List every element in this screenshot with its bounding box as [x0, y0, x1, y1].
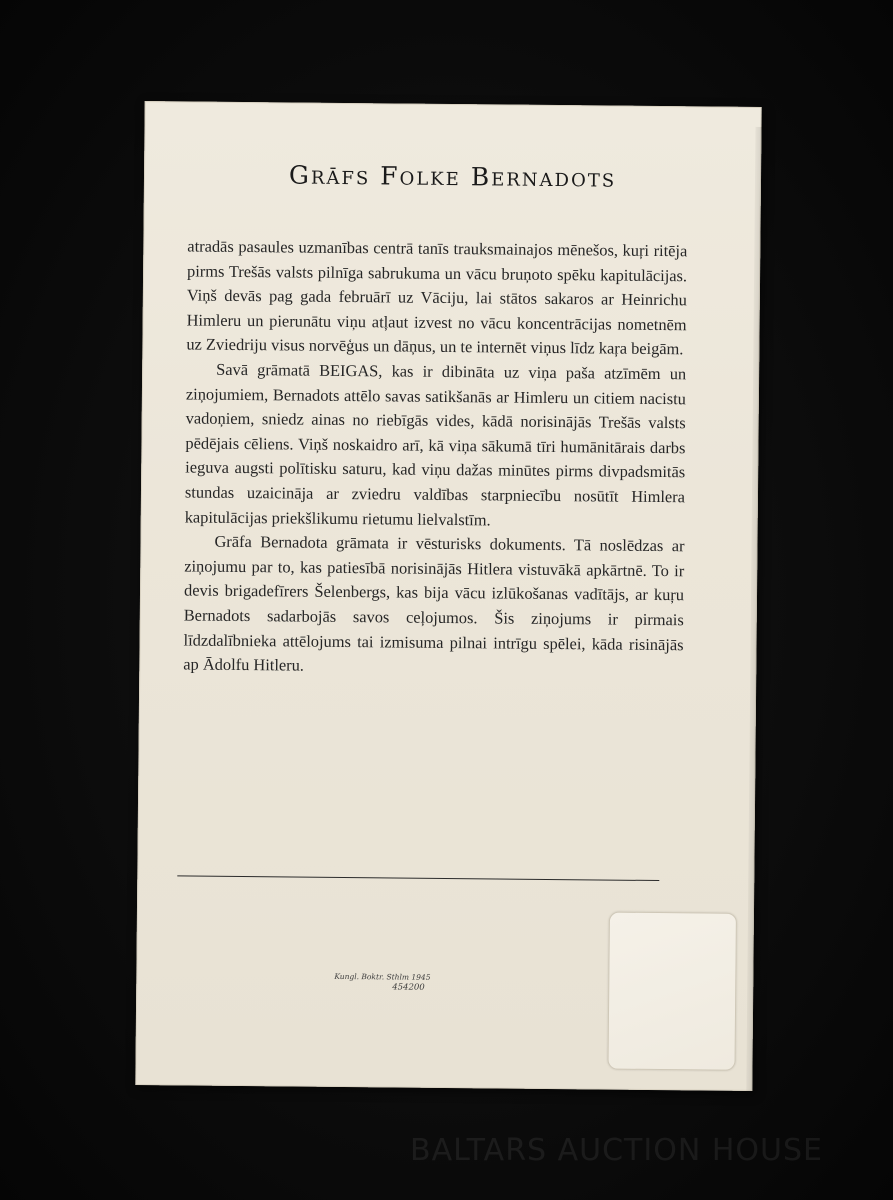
auction-watermark: BALTARS AUCTION HOUSE — [410, 1133, 823, 1168]
blurb-paragraph-1: atradās pasaules uzmanības centrā tanīs trauksmainajos mēnešos, kuŗi ritēja pirms Trešās valsts pilnīga sabrukuma un vācu bruņoto spēku kapitulācijas. Viņš devās pag gada februārī uz Vāciju, lai stātos sakaros ar Heinrichu Himleru un pierunātu viņu atļaut izvest no vācu koncentrācijas nometnēm uz Zviedriju visus norvēģus un dāņus, un te internēt viņus līdz kaŗa beigām. — [186, 236, 688, 359]
blurb-paragraph-3: Grāfa Bernadota grāmata ir vēsturisks dokuments. Tā noslēdzas ar ziņojumu par to, kas patiesībā norisinājās Hitlera vistuvākā apkārtnē. To ir devis brigadefīrers Šelenbergs, kas bija vācu izlūkošanas vadītājs, ar kuŗu Bernadots sadarbojās savos ceļojumos. Šis ziņojums ir pirmais līdzdalībnieka attēlojums tai izmisuma pilnai intrīgu spēlei, kāda risinājās ap Ādolfu Hitleru. — [183, 531, 685, 675]
blurb-paragraph-2: Savā grāmatā BEIGAS, kas ir dibināta uz viņa paša atzīmēm un ziņojumiem, Bernadots attēlo savas satikšanās ar Himleru un citiem nacistu vadoņiem, sniedz ainas no riebīgās vides, kādā norisinājās Trešās valsts pēdējais cēliens. Viņš noskaidro arī, kā viņa sākumā tīri humānitārais darbs ieguva augsti polītisku saturu, kad viņu dažas minūtes pirms divpadsmitās stundas uzaicināja ar zviedru valdības starpniecību nosūtīt Himlera kapitulācijas priekšlikumu rietumu lielvalstīm. — [184, 359, 687, 529]
blurb-text — [183, 234, 687, 681]
printer-imprint — [334, 971, 430, 994]
library-label-sticker — [607, 912, 737, 1071]
horizontal-rule — [177, 875, 659, 881]
book-back-cover — [135, 101, 761, 1091]
imprint-printer: Kungl. Boktr. Sthlm 1945 — [334, 971, 431, 982]
cover-title: Grāfs Folke Bernadots — [288, 160, 617, 193]
imprint-number: 454200 — [392, 982, 425, 993]
